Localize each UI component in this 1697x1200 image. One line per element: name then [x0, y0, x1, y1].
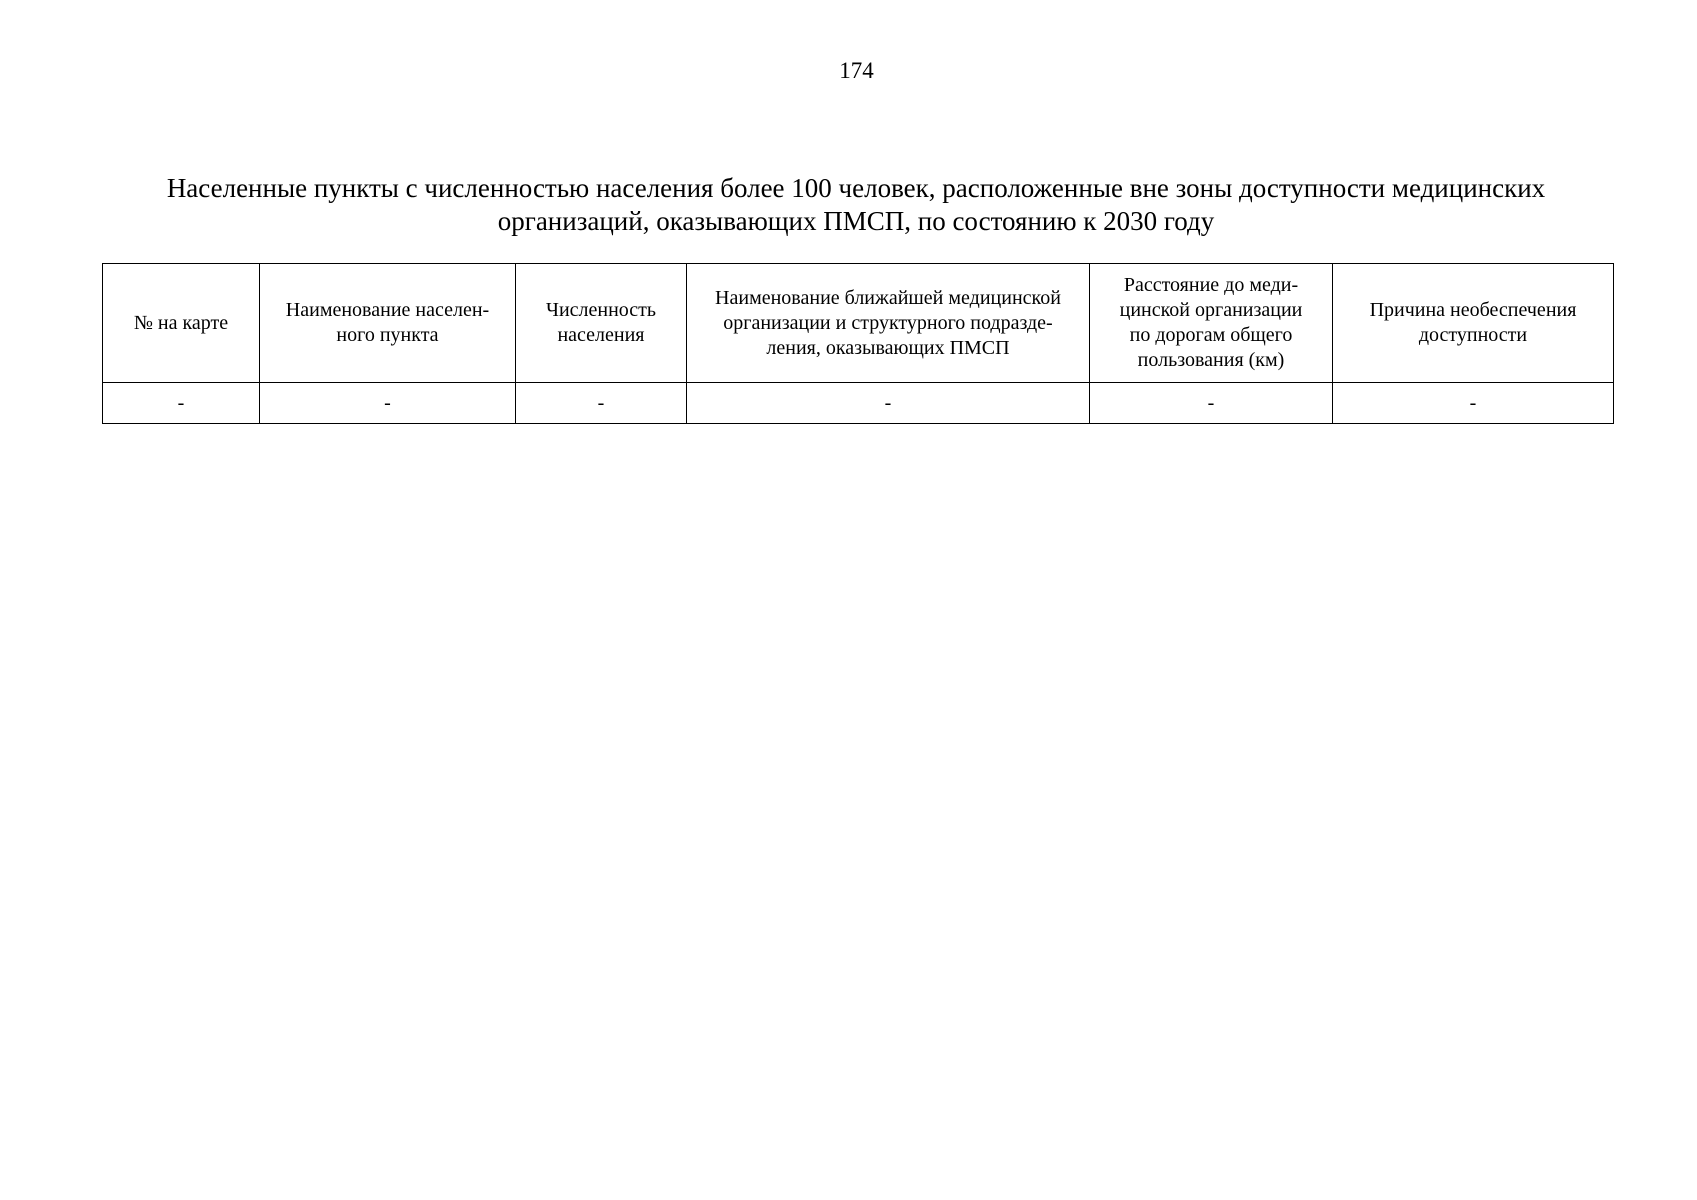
header-line: населения — [557, 324, 645, 346]
header-line: № на карте — [133, 311, 229, 334]
table-title-line-1: Населенные пункты с численностью населения более 100 человек, расположенные вне зоны доступности медицинских — [166, 173, 1546, 203]
header-line: по дорогам общего — [1129, 324, 1293, 346]
table-title-line-2: организаций, оказывающих ПМСП, по состоянию к 2030 году — [497, 206, 1215, 236]
column-header-distance — [1090, 264, 1333, 383]
column-header-settlement-name — [260, 264, 516, 383]
header-line: ления, оказывающих ПМСП — [766, 336, 1010, 359]
header-line: пользования (км) — [1137, 349, 1285, 371]
header-line: Численность — [545, 299, 657, 321]
page-number: 174 — [839, 58, 874, 83]
table-cell-reason: - — [1333, 383, 1614, 424]
table-title — [102, 172, 1610, 238]
table-row — [103, 383, 1614, 424]
column-header-reason — [1333, 264, 1614, 383]
table-cell-map-number: - — [103, 383, 260, 424]
table-cell-distance: - — [1090, 383, 1333, 424]
table-header-row — [103, 264, 1614, 383]
header-line: Наименование населен- — [285, 299, 490, 321]
table-cell-nearest-organization: - — [687, 383, 1090, 424]
header-line: Наименование ближайшей медицинской — [715, 286, 1061, 309]
header-line: организации и структурного подразде- — [723, 311, 1053, 334]
header-line: ного пункта — [336, 324, 439, 346]
column-header-population — [516, 264, 687, 383]
header-line: доступности — [1418, 324, 1528, 346]
table-cell-settlement-name: - — [260, 383, 516, 424]
column-header-map-number — [103, 264, 260, 383]
header-line: цинской организации — [1119, 299, 1303, 321]
table-cell-population: - — [516, 383, 687, 424]
header-line: Причина необеспечения — [1369, 299, 1577, 321]
settlements-table — [102, 263, 1614, 424]
header-line: Расстояние до меди- — [1123, 274, 1299, 296]
column-header-nearest-organization — [687, 264, 1090, 383]
